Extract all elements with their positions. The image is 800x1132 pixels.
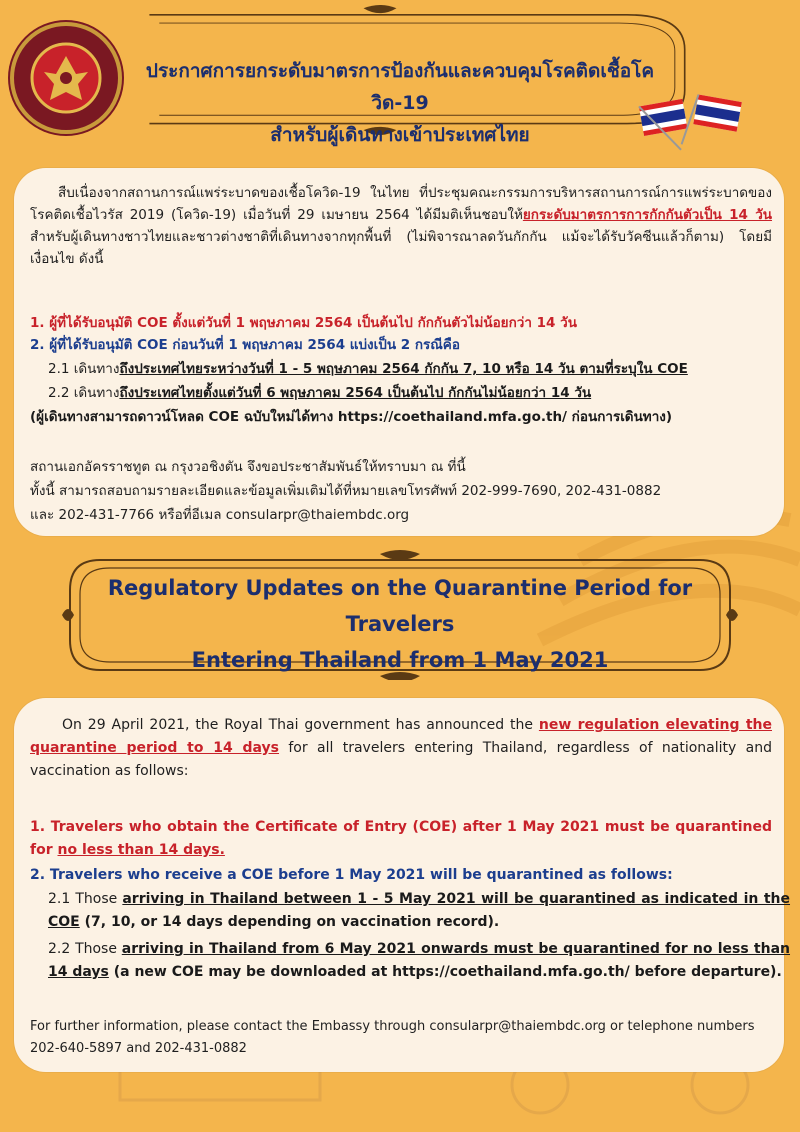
english-intro-text-2: for all travelers entering Thailand, regardless of nationality and vaccination as follows: (30, 740, 772, 779)
english-item-2-2-text: (a new COE may be downloaded at https://coethailand.mfa.go.th/ before departure). (108, 964, 782, 980)
thai-intro-text-2: สำหรับผู้เดินทางชาวไทยและชาวต่างชาติที่เดินทางจากทุกพื้นที่ (ไม่พิจารณาลดวันกักกัน แม้จะได้รับวัคซีนแล้วก็ตาม) โดยมีเงื่อนไข ดังนี้ (30, 229, 772, 267)
english-title-line2: Entering Thailand from 1 May 2021 (191, 648, 609, 672)
english-title-line1: Regulatory Updates on the Quarantine Period for Travelers (107, 576, 693, 636)
english-closing-1: For further information, please contact the Embassy through consularpr@thaiembdc.org or telephone numbers (30, 1019, 755, 1034)
english-intro-highlight: new regulation elevating the quarantine period to 14 days (30, 717, 772, 756)
thai-item-2-1-prefix: 2.1 เดินทาง (48, 361, 120, 377)
english-title (80, 570, 720, 678)
thai-item-2-1-text: ถึงประเทศไทยระหว่างวันที่ 1 - 5 พฤษภาคม 2564 กักกัน 7, 10 หรือ 14 วัน ตามที่ระบุใน COE (119, 361, 688, 377)
english-item-2-1-text: (7, 10, or 14 days depending on vaccination record). (79, 914, 500, 930)
thai-title-line1: ประกาศการยกระดับมาตรการป้องกันและควบคุมโรคติดเชื้อโควิด-19 (145, 60, 655, 114)
thai-flags-icon (636, 92, 746, 154)
thai-title-line2: สำหรับผู้เดินทางเข้าประเทศไทย (270, 124, 530, 146)
english-item-1-text: 1. Travelers who obtain the Certificate of Entry (COE) after 1 May 2021 must be quarantined for (30, 819, 772, 858)
thai-closing-3: และ 202-431-7766 หรือที่อีเมล consularpr@thaiembdc.org (30, 507, 410, 523)
thai-item-2-2-note: (ผู้เดินทางสามารถดาวน์โหลด COE ฉบับใหม่ได้ทาง https://coethailand.mfa.go.th/ ก่อนการเดินทาง) (30, 409, 673, 425)
english-intro-text: On 29 April 2021, the Royal Thai government has announced the (62, 717, 539, 733)
thai-item-2-1 (30, 358, 790, 380)
thai-announcement-card (14, 168, 784, 536)
thai-title (120, 55, 680, 151)
english-intro (30, 714, 772, 783)
english-item-2-2 (30, 938, 790, 984)
thai-closing-2: ทั้งนี้ สามารถสอบถามรายละเอียดและข้อมูลเพิ่มเติมได้ที่หมายเลขโทรศัพท์ 202-999-7690, 202-431-0882 (30, 483, 662, 499)
thai-intro (30, 182, 772, 270)
english-item-2: 2. Travelers who receive a COE before 1 May 2021 will be quarantined as follows: (30, 867, 673, 883)
thai-intro-text: สืบเนื่องจากสถานการณ์แพร่ระบาดของเชื้อโควิด-19 ในไทย ที่ประชุมคณะกรรมการบริหารสถานการณ์การแพร่ระบาดของโรคติดเชื้อไวรัส 2019 (โควิด-19) เมื่อวันที่ 29 เมษายน 2564 ได้มีมติเห็นชอบให้ (30, 185, 772, 223)
thai-item-2-2-text: ถึงประเทศไทยตั้งแต่วันที่ 6 พฤษภาคม 2564 เป็นต้นไป กักกันไม่น้อยกว่า 14 วัน (119, 385, 592, 401)
embassy-seal-logo (10, 22, 122, 134)
english-announcement-card (14, 698, 791, 1072)
english-item-1-highlight: no less than 14 days. (57, 842, 225, 858)
thai-item-2: 2. ผู้ที่ได้รับอนุมัติ COE ก่อนวันที่ 1 พฤษภาคม 2564 แบ่งเป็น 2 กรณีคือ (30, 337, 460, 353)
english-item-2-1 (30, 888, 790, 934)
thai-item-1: 1. ผู้ที่ได้รับอนุมัติ COE ตั้งแต่วันที่ 1 พฤษภาคม 2564 เป็นต้นไป กักกันตัวไม่น้อยกว่า 14 วัน (30, 315, 577, 331)
english-item-2-1-highlight: arriving in Thailand between 1 - 5 May 2021 will be quarantined as indicated in the COE (48, 891, 791, 930)
thai-item-2-2-prefix: 2.2 เดินทาง (48, 385, 120, 401)
thai-intro-highlight: ยกระดับมาตรการการกักกันตัวเป็น 14 วัน (522, 207, 773, 223)
english-item-2-1-prefix: 2.1 Those (48, 891, 123, 907)
thai-item-2-2 (30, 382, 790, 404)
thai-closing-1: สถานเอกอัครราชทูต ณ กรุงวอชิงตัน จึงขอประชาสัมพันธ์ให้ทราบมา ณ ที่นี้ (30, 459, 466, 475)
english-item-2-2-prefix: 2.2 Those (48, 941, 122, 957)
english-item-1 (30, 816, 772, 862)
english-item-2-2-highlight: arriving in Thailand from 6 May 2021 onwards must be quarantined for no less than 14 days (48, 941, 791, 980)
english-closing-2: 202-640-5897 and 202-431-0882 (30, 1041, 247, 1056)
